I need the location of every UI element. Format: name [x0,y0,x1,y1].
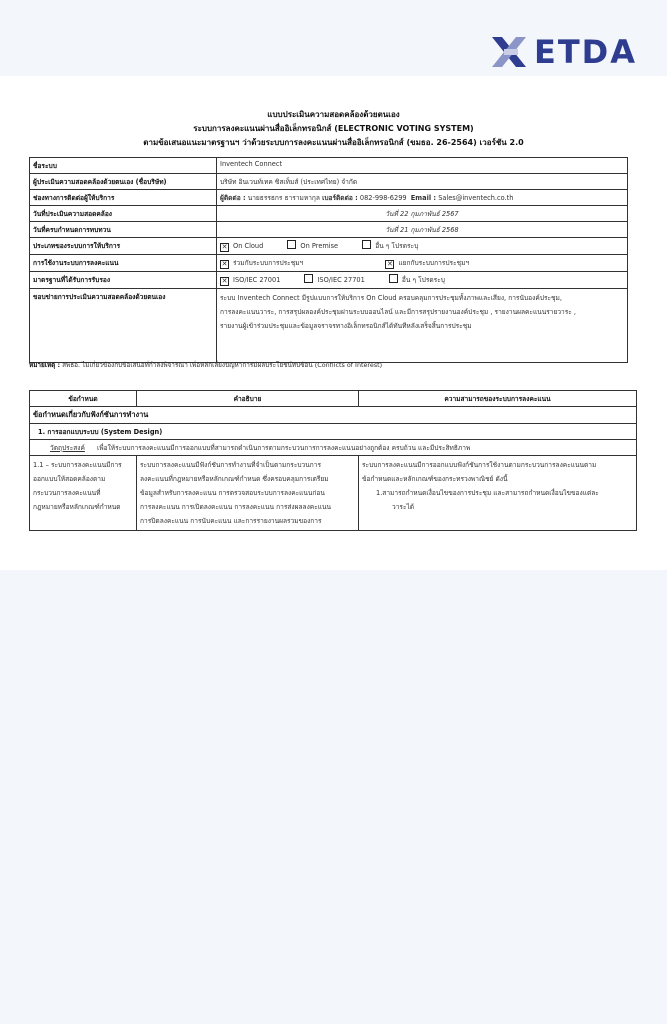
service-option-other[interactable] [362,240,418,251]
assess-date-label: วันที่ประเมินความสอดคล้อง [30,206,217,222]
table-row [30,424,637,440]
standard-other[interactable] [389,274,445,285]
usage-option-separate[interactable] [385,257,469,269]
description-line: ข้อมูลสำหรับการลงคะแนน การตรวจสอบระบบการลงคะแนนก่อน [140,489,325,497]
table-row [30,255,628,272]
assessor-label: ผู้ประเมินความสอดคล้องด้วยตนเอง (ชื่อบริษัท) [30,174,217,190]
objective-row [30,440,637,456]
table-row [30,158,628,174]
usage-label: การใช้งานระบบการลงคะแนน [30,255,217,272]
table-row [30,238,628,255]
email-value[interactable]: Sales@inventech.co.th [438,194,514,202]
checkbox-empty-icon[interactable] [362,240,371,249]
info-table [29,157,628,363]
option-label: On Premise [300,242,339,250]
option-label: ISO/IEC 27001 [233,276,281,284]
requirement-line: 1.1 – ระบบการลงคะแนนมีการ [33,461,122,469]
subsection-heading: 1. การออกแบบระบบ (System Design) [30,424,637,440]
checkbox-checked-icon[interactable]: ✕ [221,260,228,268]
usage-option-with-meeting[interactable] [220,257,303,269]
capability-item-line: วาระได้ [392,503,415,511]
description-line: ระบบการลงคะแนนมีฟังก์ชันการทำงานที่จำเป็นตามกระบวนการ [140,461,321,469]
contact-person-label: ผู้ติดต่อ : [220,194,246,202]
logo-text: ETDA [533,33,637,71]
table-row [30,190,628,206]
description-line: การลงคะแนน การเปิดลงคะแนน การลงคะแนน การส่งผลลงคะแนน [140,503,332,511]
standard-iso-27001[interactable] [220,276,280,286]
description-line: ลงคะแนนที่กฎหมายหรือหลักเกณฑ์กำหนด ซึ่งครอบคลุมการเตรียม [140,475,329,483]
standards-label: มาตรฐานที่ได้รับการรับรอง [30,272,217,289]
title-line-2: ระบบการลงคะแนนผ่านสื่ออิเล็กทรอนิกส์ (ELECTRONIC VOTING SYSTEM) [193,124,474,133]
option-label: อื่น ๆ โปรดระบุ [375,242,419,250]
assessor-value: บริษัท อินเวนท์เทค ซิสเท็มส์ (ประเทศไทย) จำกัด [217,174,628,190]
table-row [30,222,628,238]
option-label: On Cloud [233,242,264,250]
header-capability: ความสามารถของระบบการลงคะแนน [359,391,637,407]
etda-logo [490,32,637,72]
etda-x-mark-icon [490,35,530,69]
service-type-options [217,238,628,255]
usage-options [217,255,628,272]
option-label: อื่น ๆ โปรดระบุ [401,276,445,284]
capability-item-line: 1.สามารถกำหนดเงื่อนไขของการประชุม และสามารถกำหนดเงื่อนไขของแต่ละ [376,489,599,497]
table-row [30,440,637,456]
system-name-label: ชื่อระบบ [30,158,217,174]
header-band [0,0,667,76]
requirement-line: กระบวนการลงคะแนนที่ [33,489,101,497]
table-row [30,456,637,531]
review-date-value: วันที่ 21 กุมภาพันธ์ 2568 [217,222,628,238]
section-heading: ข้อกำหนดเกี่ยวกับฟังก์ชันการทำงาน [30,407,637,424]
contact-person: นายธรรธกร ธารามหากุล [247,194,320,202]
contact-label: ช่องทางการติดต่อผู้ให้บริการ [30,190,217,206]
phone-value: 082-998-6299 [359,194,407,202]
title-line-3: ตามข้อเสนอแนะมาตรฐานฯ ว่าด้วยระบบการลงคะแนนผ่านสื่ออิเล็กทรอนิกส์ (ขมธอ. 26-2564) เวอร์ชัน 2.0 [143,138,524,147]
requirement-line: ออกแบบให้สอดคล้องตาม [33,475,106,483]
option-label: ร่วมกับระบบการประชุมฯ [233,259,304,267]
table-row [30,174,628,190]
capability-line: ข้อกำหนดและหลักเกณฑ์ของกระทรวงพาณิชย์ ดังนี้ [362,475,508,483]
email-label: Email : [410,194,437,202]
capability-cell [359,456,637,531]
contact-value [217,190,628,206]
header-description: คำอธิบาย [137,391,359,407]
description-cell [137,456,359,531]
scope-line: การลงคะแนนวาระ, การสรุปผลองค์ประชุมผ่านระบบออนไลน์ และมีการสรุปรายงานองค์ประชุม , รายงานผลคะแนนรายวาระ , [220,308,577,316]
review-date-label: วันที่ครบกำหนดการทบทวน [30,222,217,238]
objective-text: เพื่อให้ระบบการลงคะแนนมีการออกแบบที่สามารถดำเนินการตามกระบวนการการลงคะแนนอย่างถูกต้อง ครบถ้วน และมีประสิทธิภาพ [97,444,471,452]
scope-line: รายงานผู้เข้าร่วมประชุมและข้อมูลจราจรทางอิเล็กทรอนิกส์ได้ทันทีหลังเสร็จสิ้นการประชุม [220,322,472,330]
requirement-line: กฎหมายหรือหลักเกณฑ์กำหนด [33,503,121,511]
scope-label: ขอบข่ายการประเมินความสอดคล้องด้วยตนเอง [30,289,217,363]
option-label: ISO/IEC 27701 [317,276,365,284]
scope-line: ระบบ Inventech Connect มีรูปแบบการให้บริการ On Cloud ครอบคลุมการประชุมทั้งภาพและเสียง, การนับองค์ประชุม, [220,294,562,302]
table-row [30,206,628,222]
capability-line: ระบบการลงคะแนนมีการออกแบบฟังก์ชันการใช้งานตามกระบวนการลงคะแนนตาม [362,461,597,469]
note-label: หมายเหตุ : [29,361,61,369]
standards-options [217,272,628,289]
checkbox-empty-icon[interactable] [389,274,398,283]
checkbox-checked-icon[interactable]: ✕ [221,277,228,285]
requirements-table [29,390,637,531]
option-label: แยกกับระบบการประชุมฯ [398,259,470,267]
checkbox-empty-icon[interactable] [304,274,313,283]
service-option-on-cloud[interactable] [220,242,263,252]
table-row [30,407,637,424]
checkbox-checked-icon[interactable]: ✕ [386,260,393,268]
service-type-label: ประเภทของระบบการให้บริการ [30,238,217,255]
phone-label: เบอร์ติดต่อ : [322,194,358,202]
objective-label: วัตถุประสงค์ [50,444,85,452]
note-text: สพธอ. ไม่เกี่ยวข้องกับข้อเสนอที่กำลังพิจารณา เพื่อหลีกเลี่ยงปัญหาการมีผลประโยชน์ทับซ้อน (Conflicts of Interest) [62,361,383,369]
checkbox-checked-icon[interactable]: ✕ [221,243,228,251]
header-requirement: ข้อกำหนด [30,391,137,407]
scope-value [217,289,628,363]
system-name-value: Inventech Connect [217,158,628,174]
service-option-on-premise[interactable] [287,240,338,250]
table-row [30,272,628,289]
requirement-cell [30,456,137,531]
table-row [30,289,628,363]
standard-iso-27701[interactable] [304,274,364,284]
description-line: การปิดลงคะแนน การนับคะแนน และการรายงานผลรวมของการ [140,517,322,525]
title-line-1: แบบประเมินความสอดคล้องด้วยตนเอง [267,110,400,119]
assess-date-value: วันที่ 22 กุมภาพันธ์ 2567 [217,206,628,222]
note [29,360,382,370]
checkbox-empty-icon[interactable] [287,240,296,249]
document-title [0,108,667,150]
table-header-row [30,391,637,407]
